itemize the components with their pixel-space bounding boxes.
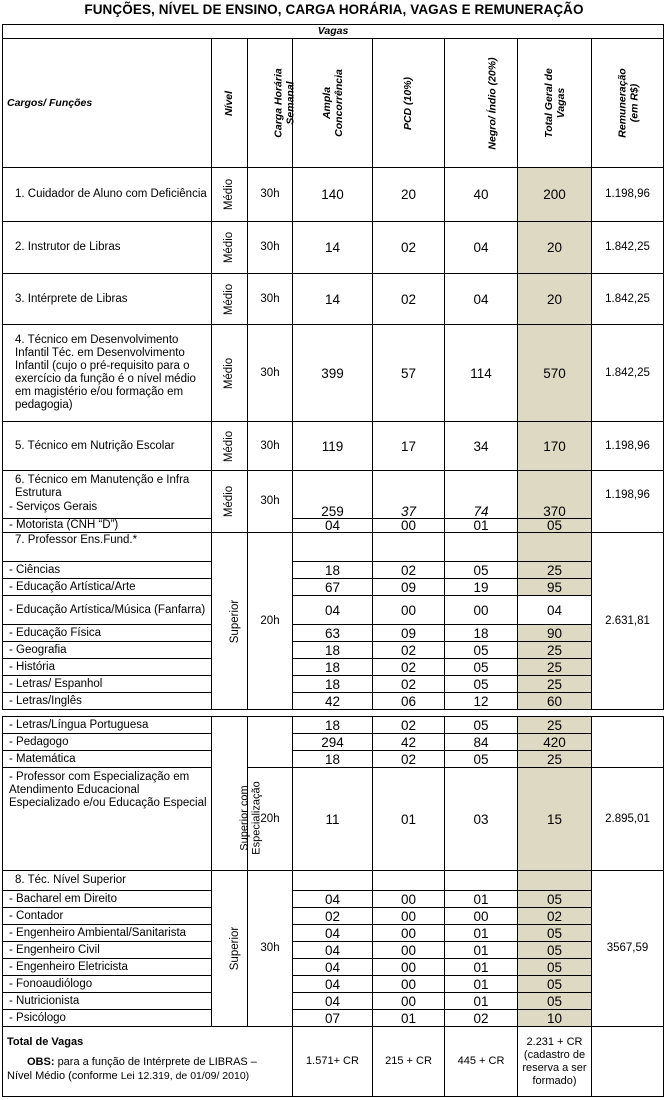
table-row	[3, 976, 664, 993]
total-cell: 05	[518, 959, 592, 976]
carga-cell: 30h	[248, 871, 293, 1027]
cargo-name: - Bacharel em Direito	[3, 891, 212, 908]
cargos-header: Cargos/ Funções	[3, 39, 212, 168]
nivel-cell: Médio	[212, 168, 248, 222]
nivel-cell: Médio	[212, 422, 248, 471]
total-cell: 25	[518, 751, 592, 768]
table-row	[3, 519, 664, 533]
table-row	[3, 471, 664, 519]
ampla-cell: 42	[293, 693, 373, 710]
cargo-name: 3. Intérprete de Libras	[3, 274, 212, 325]
pcd-cell: 00	[373, 942, 445, 959]
rem-cell: 1.198,96	[592, 168, 664, 222]
pcd-cell: 37	[373, 471, 445, 519]
table-row	[3, 676, 664, 693]
ampla-cell: 04	[293, 942, 373, 959]
ampla-cell: 04	[293, 925, 373, 942]
table-row	[3, 908, 664, 925]
table-row	[3, 625, 664, 642]
table-row	[3, 959, 664, 976]
negro-cell: 05	[445, 562, 518, 579]
negro-cell: 18	[445, 625, 518, 642]
total-geral: 2.231 + CR (cadastro de reserva a ser formado)	[518, 1027, 592, 1097]
cargo-name: - Pedagogo	[3, 734, 212, 751]
rem-cell: 1.842,25	[592, 325, 664, 422]
total-cell: 25	[518, 676, 592, 693]
cargo-group-title: 7. Professor Ens.Fund.*	[3, 533, 212, 562]
ampla-cell: 18	[293, 562, 373, 579]
carga-header: Carga Horária Semanal	[248, 39, 293, 168]
ampla-cell: 11	[293, 768, 373, 871]
total-header: Total Geral de Vagas	[518, 39, 592, 168]
cargo-name: 4. Técnico em Desenvolvimento Infantil Téc. em Desenvolvimento Infantil (cujo o pré-requisito para o exercício da função é o nível médio em magistério e/ou formação em pedagogia)	[3, 325, 212, 422]
pcd-header: PCD (10%)	[373, 39, 445, 168]
pcd-cell: 01	[373, 1010, 445, 1027]
total-cell: 05	[518, 976, 592, 993]
pcd-cell: 00	[373, 596, 445, 625]
pcd-cell: 00	[373, 993, 445, 1010]
ampla-cell: 259	[293, 471, 373, 519]
table-row	[3, 942, 664, 959]
pcd-cell: 09	[373, 625, 445, 642]
total-cell: 02	[518, 908, 592, 925]
cargo-name: - Fonoaudiólogo	[3, 976, 212, 993]
pcd-cell: 17	[373, 422, 445, 471]
total-ampla: 1.571+ CR	[293, 1027, 373, 1097]
total-cell: 05	[518, 993, 592, 1010]
carga-cell: 30h	[248, 222, 293, 274]
ampla-cell: 04	[293, 976, 373, 993]
rem-header: Remuneração (em R$)	[592, 39, 664, 168]
negro-cell: 19	[445, 579, 518, 596]
ampla-cell: 18	[293, 717, 373, 734]
negro-cell: 04	[445, 222, 518, 274]
ampla-cell: 14	[293, 274, 373, 325]
pcd-cell: 06	[373, 693, 445, 710]
negro-cell: 04	[445, 274, 518, 325]
negro-cell: 01	[445, 891, 518, 908]
cargo-name: 1. Cuidador de Aluno com Deficiência	[3, 168, 212, 222]
total-label-cell: Total de Vagas OBS: para a função de Intérprete de LIBRAS – Nível Médio (conforme Lei 12.319, de 01/09/ 2010)	[3, 1027, 293, 1097]
table-row	[3, 642, 664, 659]
negro-cell: 74	[445, 471, 518, 519]
negro-cell: 05	[445, 751, 518, 768]
cargo-name: - Geografia	[3, 642, 212, 659]
table-row	[3, 871, 664, 891]
pcd-cell: 00	[373, 925, 445, 942]
total-cell: 90	[518, 625, 592, 642]
ampla-cell: 04	[293, 519, 373, 533]
cargo-name: - Engenheiro Ambiental/Sanitarista	[3, 925, 212, 942]
ampla-cell: 399	[293, 325, 373, 422]
total-cell: 370	[518, 471, 592, 519]
negro-cell: 12	[445, 693, 518, 710]
pcd-cell: 02	[373, 274, 445, 325]
cargo-name: - Educação Física	[3, 625, 212, 642]
cargo-name: - Professor com Especialização em Atendimento Educacional Especializado e/ou Educação Especial	[3, 768, 212, 871]
negro-cell: 05	[445, 676, 518, 693]
nivel-cell: Médio	[212, 274, 248, 325]
total-cell: 05	[518, 942, 592, 959]
table-row	[3, 891, 664, 908]
carga-cell: 30h	[248, 168, 293, 222]
negro-cell: 02	[445, 1010, 518, 1027]
table-row	[3, 751, 664, 768]
table-row	[3, 1010, 664, 1027]
pcd-cell: 00	[373, 891, 445, 908]
negro-cell: 84	[445, 734, 518, 751]
total-cell: 25	[518, 659, 592, 676]
cargo-name: - Letras/Inglês	[3, 693, 212, 710]
rem-cell: 1.198,96	[592, 471, 664, 533]
ampla-cell: 04	[293, 993, 373, 1010]
cargo-name: - Engenheiro Eletricista	[3, 959, 212, 976]
cargo-name: 5. Técnico em Nutrição Escolar	[3, 422, 212, 471]
carga-cell: 30h	[248, 274, 293, 325]
nivel-cell: Superior com Especialização	[212, 768, 248, 871]
nivel-cell: Superior	[212, 871, 248, 1027]
table-row	[3, 768, 664, 871]
ampla-cell: 63	[293, 625, 373, 642]
rem-cell: 2.895,01	[592, 768, 664, 871]
table-row	[3, 596, 664, 625]
ampla-cell: 18	[293, 642, 373, 659]
vagas-header: Vagas	[3, 25, 664, 39]
rem-cell: 1.198,96	[592, 422, 664, 471]
ampla-cell: 02	[293, 908, 373, 925]
total-cell: 570	[518, 325, 592, 422]
cargo-name: - Matemática	[3, 751, 212, 768]
cargo-name: 2. Instrutor de Libras	[3, 222, 212, 274]
cargo-name: - Nutricionista	[3, 993, 212, 1010]
cargo-name: - Educação Artística/Arte	[3, 579, 212, 596]
total-cell: 170	[518, 422, 592, 471]
carga-cell: 20h	[248, 533, 293, 710]
cargo-name: - Letras/ Espanhol	[3, 676, 212, 693]
carga-cell: 20h	[248, 768, 293, 871]
total-cell: 04	[518, 596, 592, 625]
negro-cell: 34	[445, 422, 518, 471]
table-row	[3, 168, 664, 222]
nivel-header: Nível	[212, 39, 248, 168]
pcd-cell: 20	[373, 168, 445, 222]
negro-cell: 00	[445, 908, 518, 925]
total-cell: 05	[518, 925, 592, 942]
rem-cell: 1.842,25	[592, 274, 664, 325]
negro-cell: 01	[445, 993, 518, 1010]
table-row	[3, 325, 664, 422]
cargo-name: - Ciências	[3, 562, 212, 579]
pcd-cell: 00	[373, 976, 445, 993]
total-cell: 25	[518, 717, 592, 734]
pcd-cell: 57	[373, 325, 445, 422]
nivel-cell: Médio	[212, 222, 248, 274]
rem-cell: 3567,59	[592, 871, 664, 1027]
total-cell: 200	[518, 168, 592, 222]
table-row	[3, 533, 664, 562]
negro-cell: 05	[445, 659, 518, 676]
negro-cell: 40	[445, 168, 518, 222]
negro-header: Negro/ Índio (20%)	[445, 39, 518, 168]
total-cell: 25	[518, 642, 592, 659]
total-cell: 05	[518, 891, 592, 908]
total-cell: 420	[518, 734, 592, 751]
pcd-cell: 09	[373, 579, 445, 596]
negro-cell: 00	[445, 596, 518, 625]
ampla-cell: 67	[293, 579, 373, 596]
cargo-name: - Letras/Língua Portuguesa	[3, 717, 212, 734]
negro-cell: 01	[445, 519, 518, 533]
cargo-name: - História	[3, 659, 212, 676]
ampla-cell: 294	[293, 734, 373, 751]
total-cell: 05	[518, 519, 592, 533]
carga-cell: 30h	[248, 471, 293, 533]
carga-cell: 30h	[248, 422, 293, 471]
table-row	[3, 734, 664, 751]
pcd-cell: 02	[373, 562, 445, 579]
pcd-cell: 00	[373, 908, 445, 925]
page-title: FUNÇÕES, NÍVEL DE ENSINO, CARGA HORÁRIA, VAGAS E REMUNERAÇÃO	[84, 2, 584, 17]
total-cell: 25	[518, 562, 592, 579]
nivel-cell: Médio	[212, 471, 248, 533]
table-row	[3, 693, 664, 710]
pcd-cell: 02	[373, 751, 445, 768]
vagas-table-continued	[2, 716, 664, 1097]
carga-cell: 30h	[248, 325, 293, 422]
cargo-name: - Contador	[3, 908, 212, 925]
total-negro: 445 + CR	[445, 1027, 518, 1097]
table-row	[3, 422, 664, 471]
ampla-cell: 119	[293, 422, 373, 471]
cargo-name: 6. Técnico em Manutenção e Infra Estrutura - Serviços Gerais	[3, 471, 212, 519]
table-row	[3, 579, 664, 596]
pcd-cell: 02	[373, 659, 445, 676]
total-cell: 10	[518, 1010, 592, 1027]
pcd-cell: 00	[373, 519, 445, 533]
negro-cell: 05	[445, 717, 518, 734]
total-pcd: 215 + CR	[373, 1027, 445, 1097]
total-cell: 15	[518, 768, 592, 871]
negro-cell: 01	[445, 976, 518, 993]
ampla-cell: 14	[293, 222, 373, 274]
table-row	[3, 562, 664, 579]
table-row	[3, 274, 664, 325]
ampla-cell: 18	[293, 659, 373, 676]
vagas-table	[2, 24, 664, 710]
total-cell: 20	[518, 222, 592, 274]
ampla-header: Ampla Concorrência	[293, 39, 373, 168]
negro-cell: 03	[445, 768, 518, 871]
ampla-cell: 04	[293, 891, 373, 908]
pcd-cell: 02	[373, 222, 445, 274]
table-row	[3, 993, 664, 1010]
total-row	[3, 1027, 664, 1097]
ampla-cell: 04	[293, 596, 373, 625]
cargo-name: - Psicólogo	[3, 1010, 212, 1027]
nivel-cell: Médio	[212, 325, 248, 422]
ampla-cell: 18	[293, 751, 373, 768]
ampla-cell: 07	[293, 1010, 373, 1027]
cargo-name: - Motorista (CNH “D”)	[3, 519, 212, 533]
total-cell: 95	[518, 579, 592, 596]
negro-cell: 01	[445, 942, 518, 959]
total-cell: 20	[518, 274, 592, 325]
table-row	[3, 222, 664, 274]
table-row	[3, 717, 664, 734]
table-row	[3, 659, 664, 676]
cargo-name: - Educação Artística/Música (Fanfarra)	[3, 596, 212, 625]
pcd-cell: 02	[373, 676, 445, 693]
ampla-cell: 18	[293, 676, 373, 693]
table-row	[3, 925, 664, 942]
negro-cell: 01	[445, 959, 518, 976]
negro-cell: 114	[445, 325, 518, 422]
rem-cell: 2.631,81	[592, 533, 664, 710]
cargo-group-title: 8. Téc. Nível Superior	[3, 871, 212, 891]
rem-cell: 1.842,25	[592, 222, 664, 274]
negro-cell: 01	[445, 925, 518, 942]
cargo-name: - Engenheiro Civil	[3, 942, 212, 959]
pcd-cell: 02	[373, 717, 445, 734]
pcd-cell: 00	[373, 959, 445, 976]
pcd-cell: 02	[373, 642, 445, 659]
ampla-cell: 140	[293, 168, 373, 222]
pcd-cell: 42	[373, 734, 445, 751]
ampla-cell: 04	[293, 959, 373, 976]
negro-cell: 05	[445, 642, 518, 659]
nivel-cell: Superior	[212, 533, 248, 710]
pcd-cell: 01	[373, 768, 445, 871]
total-cell: 60	[518, 693, 592, 710]
